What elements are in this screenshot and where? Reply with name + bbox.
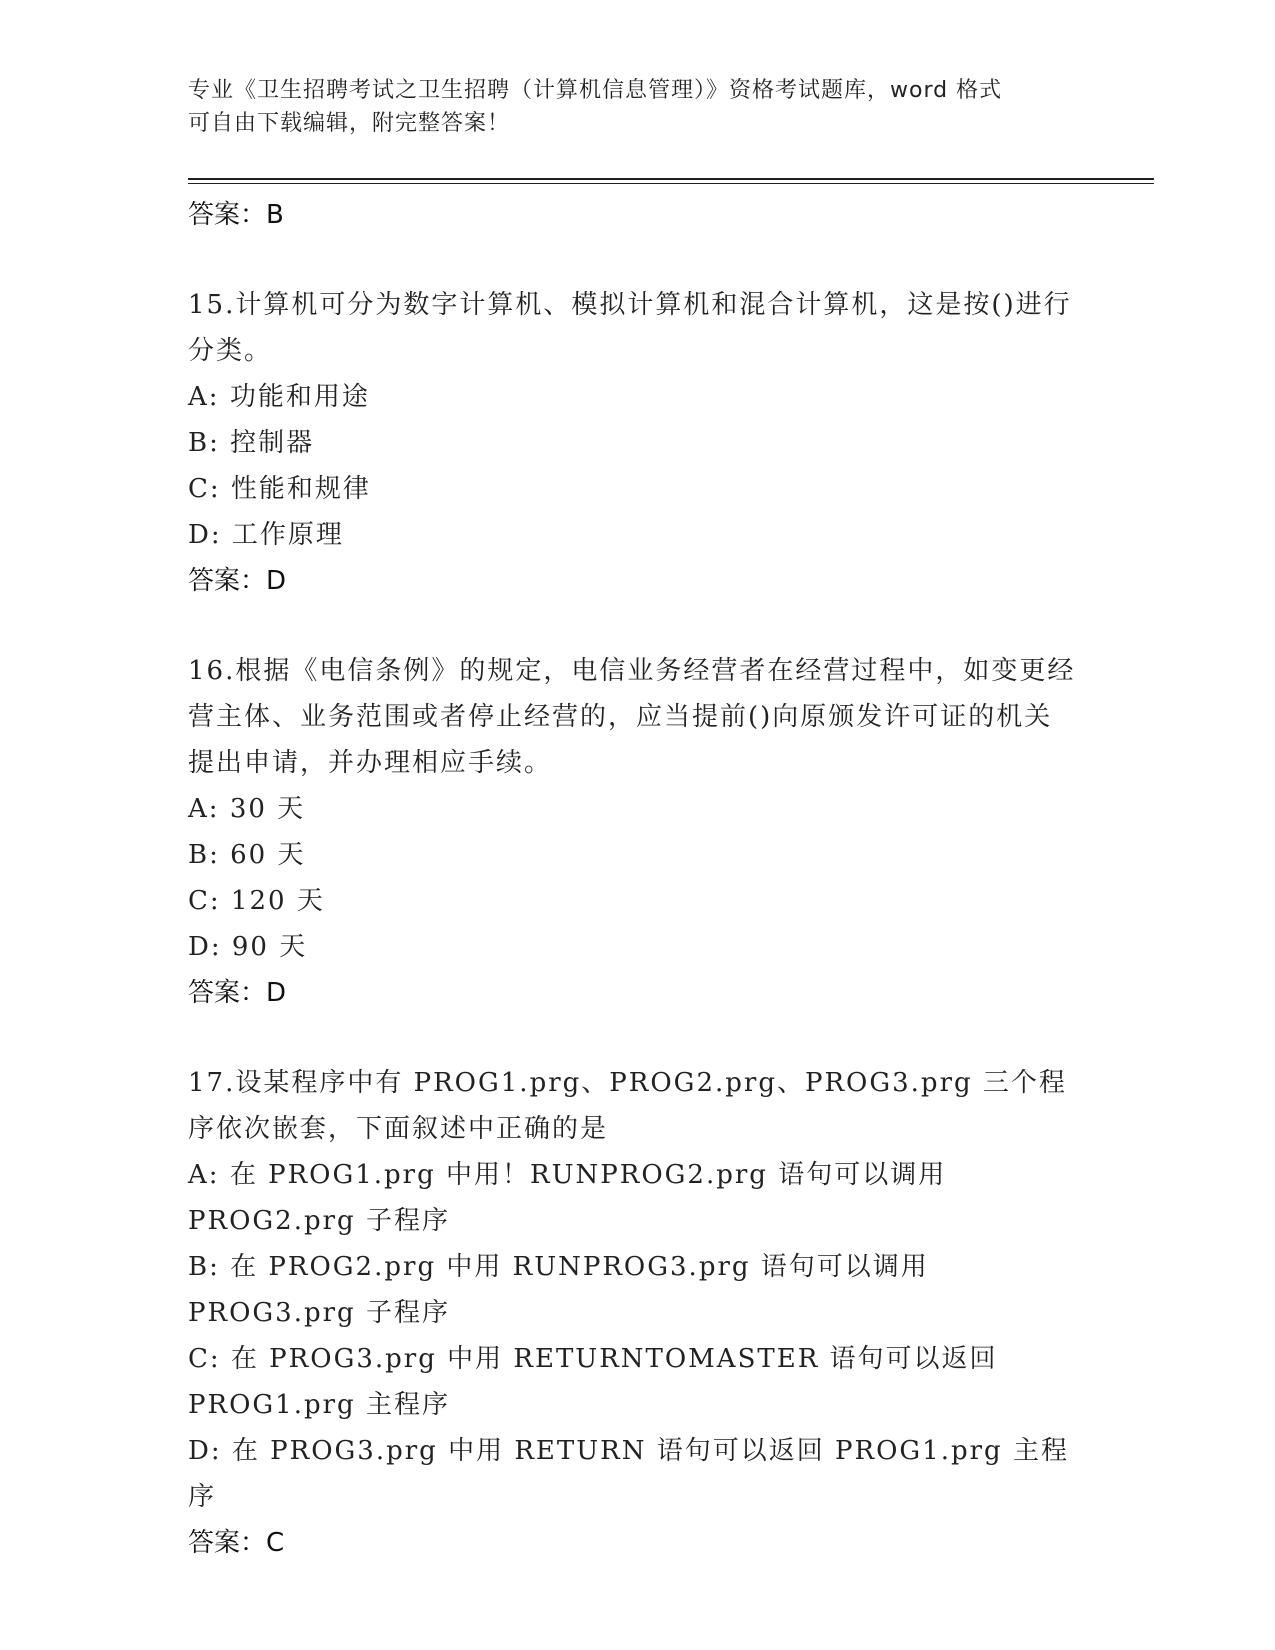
option-text: 控制器 (230, 428, 315, 458)
spacer (188, 604, 1088, 648)
option-text: 90 天 (231, 932, 308, 962)
option-text: 功能和用途 (229, 382, 370, 412)
question-stem: 16.根据《电信条例》的规定，电信业务经营者在经营过程中，如变更经营主体、业务范围或者停止经营的，应当提前()向原颁发许可证的机关提出申请，并办理相应手续。 (188, 656, 1076, 778)
option-key: C: (188, 474, 221, 504)
option-key: A: (188, 794, 220, 824)
option-c (188, 466, 1078, 512)
question-block-15 (188, 282, 1088, 604)
option-b (188, 420, 1078, 466)
header-divider-thin (188, 183, 1154, 184)
header-line-2: 可自由下载编辑，附完整答案！ (188, 111, 511, 136)
option-text: 60 天 (230, 840, 306, 870)
option-text: 在 PROG3.prg 中用 RETURN 语句可以返回 PROG1.prg 主程序 (188, 1436, 1069, 1512)
option-key: B: (188, 1252, 220, 1282)
option-key: D: (188, 1436, 222, 1466)
answer-line: 答案：D (188, 978, 287, 1008)
header-line-1: 专业《卫生招聘考试之卫生招聘（计算机信息管理）》资格考试题库，word 格式 (188, 78, 1003, 103)
option-c (188, 1336, 1078, 1428)
spacer (188, 1016, 1088, 1060)
option-b (188, 832, 1078, 878)
option-a (188, 1152, 1078, 1244)
option-text: 性能和规律 (230, 474, 371, 504)
option-key: D: (188, 520, 222, 550)
option-text: 120 天 (230, 886, 325, 916)
document-header (188, 74, 1088, 140)
question-stem: 17.设某程序中有 PROG1.prg、PROG2.prg、PROG3.prg 三个程序依次嵌套，下面叙述中正确的是 (188, 1068, 1067, 1144)
option-d (188, 512, 1078, 558)
previous-answer: 答案：B (188, 200, 284, 230)
answer-line: 答案：D (188, 566, 287, 596)
option-b (188, 1244, 1078, 1336)
question-block-17 (188, 1060, 1088, 1566)
question-stem: 15.计算机可分为数字计算机、模拟计算机和混合计算机，这是按()进行分类。 (188, 290, 1072, 366)
option-text: 30 天 (229, 794, 306, 824)
question-block-16 (188, 648, 1088, 1016)
option-text: 在 PROG2.prg 中用 RUNPROG3.prg 语句可以调用 PROG3.prg 子程序 (188, 1252, 929, 1328)
option-key: D: (188, 932, 222, 962)
option-text: 在 PROG3.prg 中用 RETURNTOMASTER 语句可以返回 PROG1.prg 主程序 (188, 1344, 998, 1420)
answer-line: 答案：C (188, 1528, 285, 1558)
option-d (188, 1428, 1078, 1520)
option-key: A: (188, 382, 220, 412)
option-a (188, 374, 1078, 420)
option-c (188, 878, 1078, 924)
spacer (188, 238, 1088, 282)
option-key: A: (188, 1160, 220, 1190)
option-key: B: (188, 840, 220, 870)
option-key: C: (188, 1344, 221, 1374)
option-key: C: (188, 886, 221, 916)
option-key: B: (188, 428, 220, 458)
option-text: 工作原理 (231, 520, 344, 550)
option-a (188, 786, 1078, 832)
header-divider-thick (188, 178, 1154, 180)
option-d (188, 924, 1078, 970)
option-text: 在 PROG1.prg 中用！RUNPROG2.prg 语句可以调用 PROG2.prg 子程序 (188, 1160, 947, 1236)
question-list (188, 192, 1088, 1566)
